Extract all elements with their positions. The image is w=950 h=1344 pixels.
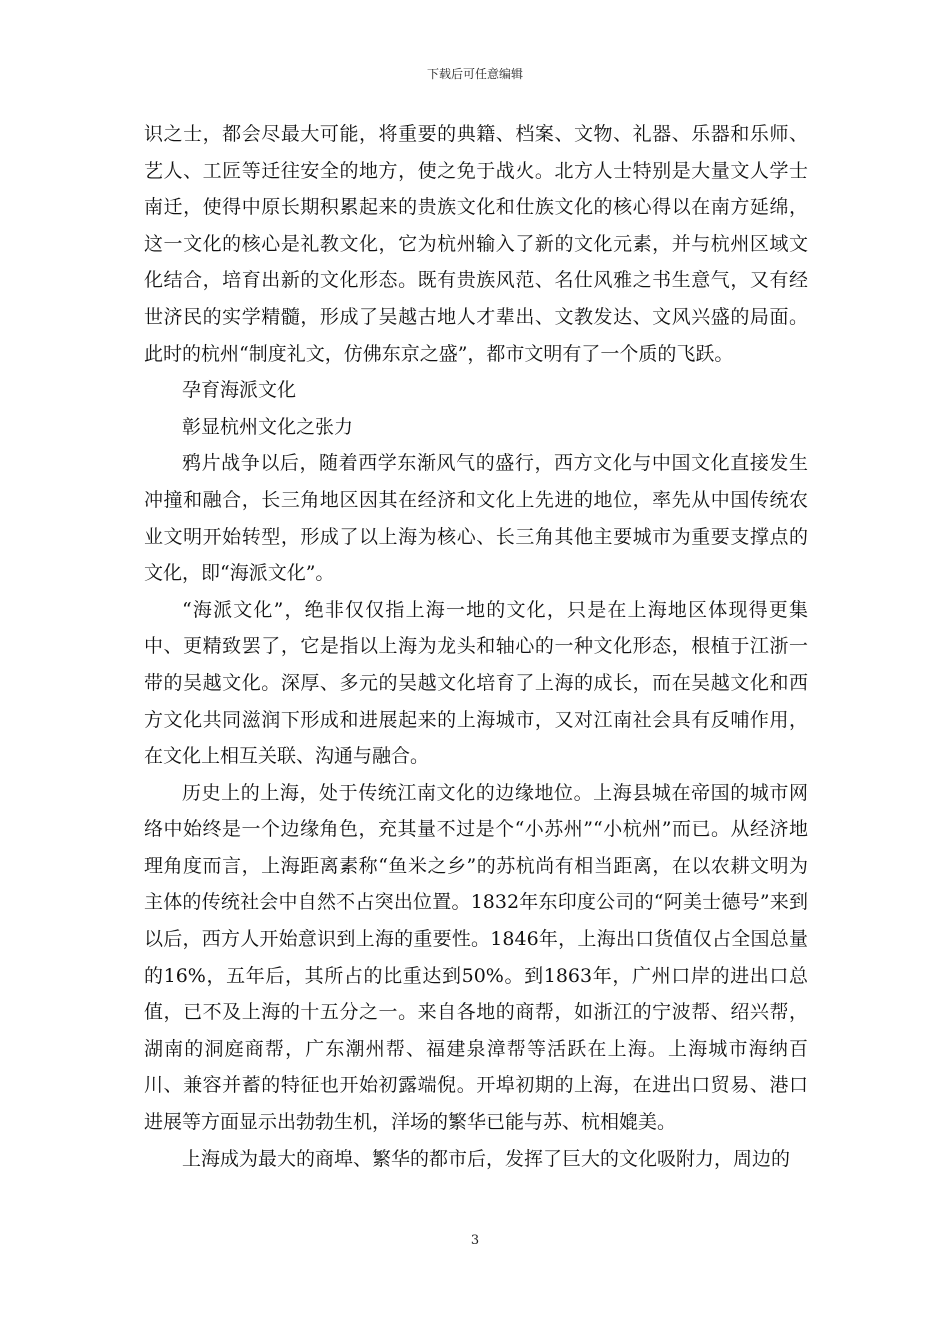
paragraph-continued: 识之士，都会尽最大可能，将重要的典籍、档案、文物、礼器、乐器和乐师、艺人、工匠等迁往安全的地方，使之免于战火。北方人士特别是大量文人学士南迁，使得中原长期积累起来的贵族文化和仕族文化的核心得以在南方延绵，这一文化的核心是礼教文化，它为杭州输入了新的文化元素，并与杭州区域文化结合，培育出新的文化形态。既有贵族风范、名仕风雅之书生意气，又有经世济民的实学精髓，形成了吴越古地人才辈出、文教发达、文风兴盛的局面。此时的杭州“制度礼文，仿佛东京之盛”，都市文明有了一个质的飞跃。: [144, 123, 808, 365]
section-subheading: 彰显杭州文化之张力: [182, 415, 354, 438]
page-number: 3: [470, 1233, 480, 1248]
paragraph: 鸦片战争以后，随着西学东渐风气的盛行，西方文化与中国文化直接发生冲撞和融合，长三角地区因其在经济和文化上先进的地位，率先从中国传统农业文明开始转型，形成了以上海为核心、长三角其他主要城市为重要支撑点的文化，即“海派文化”。: [144, 452, 808, 585]
paragraph: 历史上的上海，处于传统江南文化的边缘地位。上海县城在帝国的城市网络中始终是一个边缘角色，充其量不过是个“小苏州”“小杭州”而已。从经济地理角度而言，上海距离素称“鱼米之乡”的苏杭尚有相当距离，在以农耕文明为主体的传统社会中自然不占突出位置。1832年东印度公司的“阿美士德号”来到以后，西方人开始意识到上海的重要性。1846年，上海出口货值仅占全国总量的16%，五年后，其所占的比重达到50%。到1863年，广州口岸的进出口总值，已不及上海的十五分之一。来自各地的商帮，如浙江的宁波帮、绍兴帮，湖南的洞庭商帮，广东潮州帮、福建泉漳帮等活跃在上海。上海城市海纳百川、兼容并蓄的特征也开始初露端倪。开埠初期的上海，在进出口贸易、港口进展等方面显示出勃勃生机，洋场的繁华已能与苏、杭相媲美。: [144, 781, 808, 1134]
document-body: [144, 116, 808, 1177]
paragraph: 上海成为最大的商埠、繁华的都市后，发挥了巨大的文化吸附力，周边的: [182, 1147, 791, 1170]
section-heading: 孕育海派文化: [182, 379, 297, 402]
paragraph: “海派文化”，绝非仅仅指上海一地的文化，只是在上海地区体现得更集中、更精致罢了，它是指以上海为龙头和轴心的一种文化形态，根植于江浙一带的吴越文化。深厚、多元的吴越文化培育了上海的成长，而在吴越文化和西方文化共同滋润下形成和进展起来的上海城市，又对江南社会具有反哺作用，在文化上相互关联、沟通与融合。: [144, 598, 808, 768]
page-header: 下载后可任意编辑: [426, 67, 523, 81]
